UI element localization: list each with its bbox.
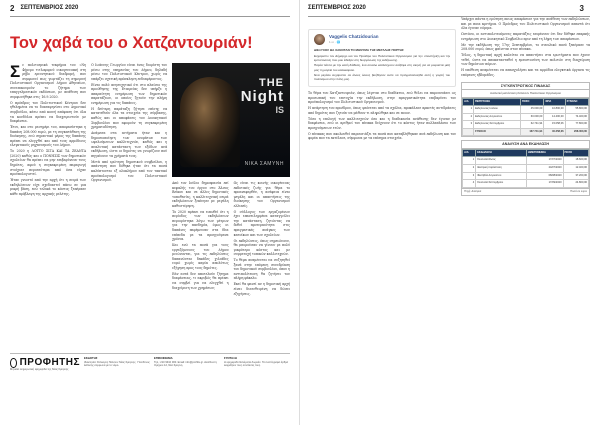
article-columns [10,63,290,298]
table-cell: Θεατρική παράσταση [476,165,527,173]
page-month: ΣΕΠΤΕΜΒΡΙΟΣ 2020 [20,5,79,11]
table-cell: 45.000,00 [520,106,543,114]
page-number: 3 [579,3,584,13]
book-poster-image [172,63,290,177]
table-sum-row [463,128,589,136]
table-unit: Ποσά σε ευρώ [570,189,587,193]
paragraph: Το 2020 η ΛΟΤΤΟ ΣΙΓΑ ΚΑΙ ΤΑ ΖΕΑΝΤΑ (2020) καθώς και ο ΠΟΝΗΣΙΣ των δημοτικών σχολείων θα πρέπει να μην επιβαρύνουν τους δημότες, αφού η συγκεκριμένη παραγωγή στοίχισε περισσότερα από όσα είχαν προϋπολογιστεί. [10,149,87,177]
detail-table [462,149,589,188]
table-title: ΑΝΑΛΥΣΗ ΑΝΑ ΕΚΔΗΛΩΣΗ [462,141,589,149]
table-cell: 1 [463,157,476,165]
avatar [314,34,325,45]
column-header: ΠΕΡΙΓΡΑΦΗ [474,98,521,106]
article-column-1 [308,17,456,196]
table-cell: 15.058,06 [544,121,565,129]
column-header: Α/Α [463,149,476,157]
table-source: Πηγή: Διαύγεια [464,189,482,193]
page-number: 2 [10,3,15,13]
article-column-3 [172,63,290,298]
post-author: Vaggelis Chatzidourian [329,33,379,39]
paragraph: Παρέα πάντα με την καλή διάθεση, ένα σύνολο καλλιτεχνών ανέβηκε στη σκηνή για να μοιραστεί μαζί μας τη μαγεία του καλοκαιριού. [314,63,451,72]
table-cell: 12.400,00 [563,165,588,173]
post-heading: ΔΙΕΞΥΧΟΣ ΘΑ ΧΑΝΟΤΑΝ ΤΟ ΜΗΝΥΜΑ ΤΗΣ ΜΕΓΑΛΗΣ ΠΟΡΤΗΣ [314,48,404,52]
column-header: ΦΠΑ [544,98,565,106]
poster-title: THE Night IS [240,77,285,115]
article-column-2 [91,63,167,298]
column-header: ΗΜΕΡΟΜΗΝΙΑ [526,149,563,157]
page-header [10,0,290,17]
column-header: ΕΚΔΗΛΩΣΗ [476,149,527,157]
page-month: ΣΕΠΤΕΜΒΡΙΟΣ 2020 [308,5,366,11]
paragraph: Μετά από ερώτηση δημοτικού συμβούλου, η απάντηση που δόθηκε ήταν ότι τα ποσά καλύπτονται εξ ολοκλήρου από τον τακτικό προϋπολογισμό του Πολιτιστικού Οργανισμού. [91,159,168,183]
table-cell [463,128,474,136]
paragraph: Οι εκδηλώσεις, όπως σημειώνουν, θα μπορούσαν να γίνουν με πολύ μικρότερο κόστος και με συμμετοχή τοπικών καλλιτεχνών. [233,238,291,257]
table-row [463,113,589,121]
table-row [463,157,589,165]
table-cell: 14.400,00 [544,113,565,121]
table-cell: 1 [463,106,474,114]
table-cell: 17/07/2020 [526,157,563,165]
paragraph: Ένα μεγάλο ευχαριστώ σε όλους όσους βοήθησαν ώστε να πραγματοποιηθεί αυτή η γιορτή του πολιτισμού στην πόλη μας. [314,73,451,82]
paragraph: Από τον Ιούλιο δημοπρασία επί κεφαλής του έργου στο Άλσος Βεΐκου και σε άλλες δημοτικές τοποθεσίες, η καλλιτεχνική σειρά εκδηλώσεων ξεκίνησε με μεγάλη καθυστέρηση. [172,181,229,208]
summary-table [462,98,589,137]
table-cell: ΣΥΝΟΛΟ [474,128,521,136]
table-cell: Εκδηλώσεις Αυγούστου [474,113,521,121]
paragraph: Η δεύτερη παράταξη ζήτησε επίσης να κατατεθούν όλα τα στοιχεία της σύμβασης, καθώς και οι αποφάσεις του Διοικητικού Συμβουλίου που αφορούν τη συγκεκριμένη χρηματοδότηση. [91,106,168,130]
column-header: ΣΥΝΟΛΟ [565,98,588,106]
table-cell: 24/07/2020 [526,165,563,173]
subcolumns [172,181,290,298]
table-cell: 167.741,94 [520,128,543,136]
paragraph: Και ενώ τα ποσά για τους εργαζόμενους του Δήμου μειώνονται, για τις εκδηλώσεις δαπανώνται δεκάδες χιλιάδες ευρώ χωρίς καμία απολύτως εξήγηση προς τους δημότες. [172,243,229,270]
table-cell: 17/09/2020 [526,180,563,188]
table-cell: 77.800,00 [565,121,588,129]
table-cell: 3 [463,121,474,129]
paragraph: ε πολιτισμικά τεκμήρια του «Νη 4ήμερο τιτλοφορού οικογενειακή στη ρήβο ερευνητικού διαδρομή, που συμφωνεί πως γιορτάζει τη σημερινή Πολιτιστικού Οργανισμού Δήμου Αθηναίων, συνεπικουρούν το ζήτημα των επαγγελματικών εκδόσεων, με ανάθεση που συμφωνήθηκε στις 16.9.2020. [10,63,87,99]
expense-table-summary [461,82,590,138]
article-column-3a [172,181,228,298]
headline: Τον χαβά του ο Χατζαντουριάν! [10,34,253,52]
paragraph: Με την εκδήλωση της 17ης Σεπτεμβρίου, το συνολικό ποσό ξεπέρασε τα 208.000 ευρώ, όπως φαίνεται στον πίνακα. [461,42,590,52]
masthead-footer [10,353,290,419]
table-cell: 74.400,00 [565,113,588,121]
paragraph: Η υπόθεση αναμένεται να απασχολήσει και τα αρμόδια ελεγκτικά όργανα τις επόμενες εβδομάδες. [461,68,590,78]
table-cell: Εκδηλώσεις Σεπτεμβρίου [474,121,521,129]
table-cell: 08/08/2020 [526,172,563,180]
table-cell: 55.800,00 [565,106,588,114]
table-subtitle: Αναλυτική κατάσταση δαπανών Πολιτιστικού Οργανισμού [462,90,589,98]
paragraph: Ο πρόεδρος του Πολιτιστικού Κέντρου δεν ηθελημένα να το διασαφηνίσει στο Δημοτικό συμβούλιο, κάτω από κοινή απόφαση ότι όλα τα κονδύλια πρέπει να διαχειριστούν με διαφάνεια. [10,100,87,124]
paragraph: Είναι πολύ ανησυχητικό ότι στο πλαίσιο της προώθησης της Εταιρείας δεν υπήρξε η απαραίτητη ενημέρωση των δημοτικών παρατάξεων, οι οποίες ζητούν την πλήρη ενημέρωση για τις δαπάνες. [91,82,168,105]
table-cell: 208.000,00 [565,128,588,136]
table-title: ΣΥΓΚΕΝΤΡΩΤΙΚΟΣ ΠΙΝΑΚΑΣ [462,83,589,91]
table-cell: 60.000,00 [520,113,543,121]
paragraph: Το θέμα αναμένεται να συζητηθεί ξανά στην επόμενη συνεδρίαση του δημοτικού συμβουλίου, όπου η αντιπολίτευση θα ζητήσει τον πλήρη φάκελο. [233,258,291,281]
paragraph: Ήταν γνωστό από την αρχή ότι η σειρά των εκδηλώσεων είχε σχεδιαστεί πάνω σε μια μικρή βάση, ενώ τελικά το κόστος ξεπέρασε κάθε πρόβλεψη της αρχικής μελέτης. [10,178,87,196]
page-header [308,0,590,17]
table-cell: 10.800,00 [544,106,565,114]
paragraph: Έτσι, και στο μεσημέρι του, αποφασίστηκε η δαπάνη 208.000 ευρώ, με τη συγκατάθεση της διοίκησης, ενώ σημαντικό μέρος της δαπάνης πρέπει να ελεγχθεί και από τους αρμόδιους ελεγκτικούς μηχανισμούς του Δήμου. [10,125,87,148]
table-cell: 40.258,06 [544,128,565,136]
table-row [463,180,589,188]
social-post-screenshot [308,29,456,87]
column-header: Α/Α [463,98,474,106]
paragraph: Ο σύλλογος των εργαζομένων έχει επανειλημμένα καταγγείλει την κατάσταση, ζητώντας να δοθεί προτεραιότητα στις πραγματικές ανάγκες των κατοίκων και των σχολείων. [233,209,291,237]
table-cell: Φεστιβάλ Αυγούστου [476,172,527,180]
article-column-1 [10,63,86,298]
paragraph: Τόσο η επιλογή των καλλιτεχνών όσο και η διαδικασία ανάθεσης δεν έγιναν με διαφάνεια, ενώ οι αριθμοί του πίνακα δείχνουν ότι το κόστος ήταν πολλαπλάσιο των προηγούμενων ετών. [308,116,457,130]
paragraph: Ωστόσο, οι αντιπολιτευόμενες παρατάξεις επιμένουν ότι δεν δόθηκε επαρκής ενημέρωση στο Διοικητικό Συμβούλιο πριν από τη λήψη των αποφάσεων. [461,32,590,41]
table-notes [462,188,589,196]
right-page [300,0,600,425]
footer-info-3: ΣΥΝΤΑΞΗ Η εφημερίδα διανέμεται δωρεάν. Τα ενυπόγραφα άρθρα εκφράζουν τους συντάκτες τους. [224,356,289,368]
paragraph: Ως είναι τις κοινής οικογένειας εκδοτικές ζωής για θέμα το προαναφερθέν, η ασάφεια είναι μεγάλη και οι απαντήσεις της διοίκησης του Οργανισμού ελλιπείς. [233,181,291,208]
table-cell: 3 [463,172,476,180]
column-header: ΠΟΣΟ [563,149,588,157]
footer-info-1: ΕΚΔΟΤΗΣ Ιδιοκτησία: Σύλλογος Πολιτών Νέας Σμύρνης. Υπεύθυνος έκδοσης σύμφωνα με το νόμο. [84,356,150,368]
article-column-3b [234,181,290,298]
table-cell: 62.741,94 [520,121,543,129]
newspaper-logo: ΠΡΟΦΗΤΗΣ [10,357,80,368]
footer-info-2: ΕΠΙΚΟΙΝΩΝΙΑ Τηλ.: 210 9310 000. Email: info@profitis.gr. Διεύθυνση: Ομήρου 12, Νέα Σμύρνη. [154,356,218,368]
table-cell: 18.600,00 [563,157,588,165]
column-header: ΠΟΣΟ [520,98,543,106]
paragraph: Τέλος, η δημοτική αρχή καλείται να απαντήσει στα ερωτήματα που έχουν τεθεί, ώστε να αποκατασταθεί η εμπιστοσύνη των πολιτών στη διαχείριση των δημόσιων πόρων. [461,53,590,67]
paragraph: Εάν αυτά δεν αποτελούν ζήτημα διαφάνειας, τι ακριβώς θα πρέπει να συμβεί για να ελεγχθεί η διαχείριση των χρημάτων; [172,271,229,290]
table-cell: 24.800,00 [563,180,588,188]
paragraph: Το θέμα του Χατζαντουριάν, όπως λέγεται στο διαδίκτυο, ενώ θέλει να παρουσιάσει ως προσωπική του επιτυχία την εκδήλωση, στην πραγματικότητα επιβαρύνει τον προϋπολογισμό του Πολιτιστικού Οργανισμού. [308,91,457,105]
table-cell: Συναυλία Άλσος [476,157,527,165]
paragraph: Εκεί θα φανεί αν η δημοτική αρχή είναι διατεθειμένη να δώσει εξηγήσεις. [233,282,291,296]
paragraph: Υπάρχει πάντα η ερώτηση ποιος αποφάσισε για την ανάθεση των εκδηλώσεων, και με ποια κριτήρια. Ο Πρόεδρος του Πολιτιστικού Οργανισμού απαντά ότι όλα έγιναν νόμιμα. [461,17,590,31]
paragraph: Ο Ιωάννης Γεωργίου είναι ένας διορίστη του μέσω στης υπηρεσίας του Δήμου, δηλαδή μέσω του Πολιτιστικού Κέντρου, χωρίς να υπάρξει σχετική πρόσκληση ενδιαφέροντος. [91,63,168,81]
table-row [463,106,589,114]
table-cell: 4 [463,180,476,188]
table-cell: 2 [463,165,476,173]
logo-mark-icon [10,358,17,368]
table-cell: Εκδηλώσεις Ιουλίου [474,106,521,114]
expense-table-detail [461,140,590,196]
table-header-row [463,98,589,106]
dropcap: Σ [10,62,21,81]
table-header-row [463,149,589,157]
paragraph: Ανάμεσα στα αιτήματα ήταν και η δημοσιοποίηση των ονομάτων των ωφελούμενων καλλιτεχνών, καθώς και η αναλυτική κατάσταση των εξόδων ανά εκδήλωση, ώστε οι δημότες να γνωρίζουν πού πηγαίνουν τα χρήματά τους. [91,131,168,158]
post-body [314,48,450,81]
logo-box [10,357,80,419]
table-cell: 37.200,00 [563,172,588,180]
logo-subtitle: Μηνιαία ενημερωτική εφημερίδα της Νέας Σμύρνης [10,368,69,371]
table-cell: 2 [463,113,474,121]
table-row [463,172,589,180]
post-meta: 1 ώ · 🌐 [329,39,341,44]
article-column-2 [461,17,590,196]
poster-author: ΝΙΚΑ ΣΑΜΥΝΗ [244,161,285,168]
table-cell: Συναυλία Σεπτεμβρίου [476,180,527,188]
paragraph: Ο πίνακας που ακολουθεί παρουσιάζει τα ποσά που καταβλήθηκαν ανά εκδήλωση και τον φορέα που τα εκτέλεσε, σύμφωνα με τα επίσημα στοιχεία. [308,131,457,141]
post-header [314,34,450,45]
paragraph: Ευχαριστώ τον Δήμαρχο και τον Πρόεδρο του Πολιτιστικού Οργανισμού για την υποστήριξη και την εμπιστοσύνη που μου έδειξαν στη διοργάνωση της εκδήλωσης. [314,53,451,62]
article-columns [308,17,590,196]
table-row [463,121,589,129]
table-row [463,165,589,173]
paragraph: Η ανάρτηση του προέδρου, όπως φαίνεται από τα σχόλια, προκάλεσε αρκετές αντιδράσεις από δημότες που ζητούν να μάθουν τι πληρώθηκε και σε ποιον. [308,106,457,115]
paragraph: Το 2020 πρέπει να ειπωθεί ότι η περίοδος των εκδηλώσεων περιορίστηκε λόγω των μέτρων για την πανδημία, όμως οι δαπάνες παρέμειναν στα ίδια επίπεδα με τα προηγούμενα χρόνια. [172,209,229,242]
